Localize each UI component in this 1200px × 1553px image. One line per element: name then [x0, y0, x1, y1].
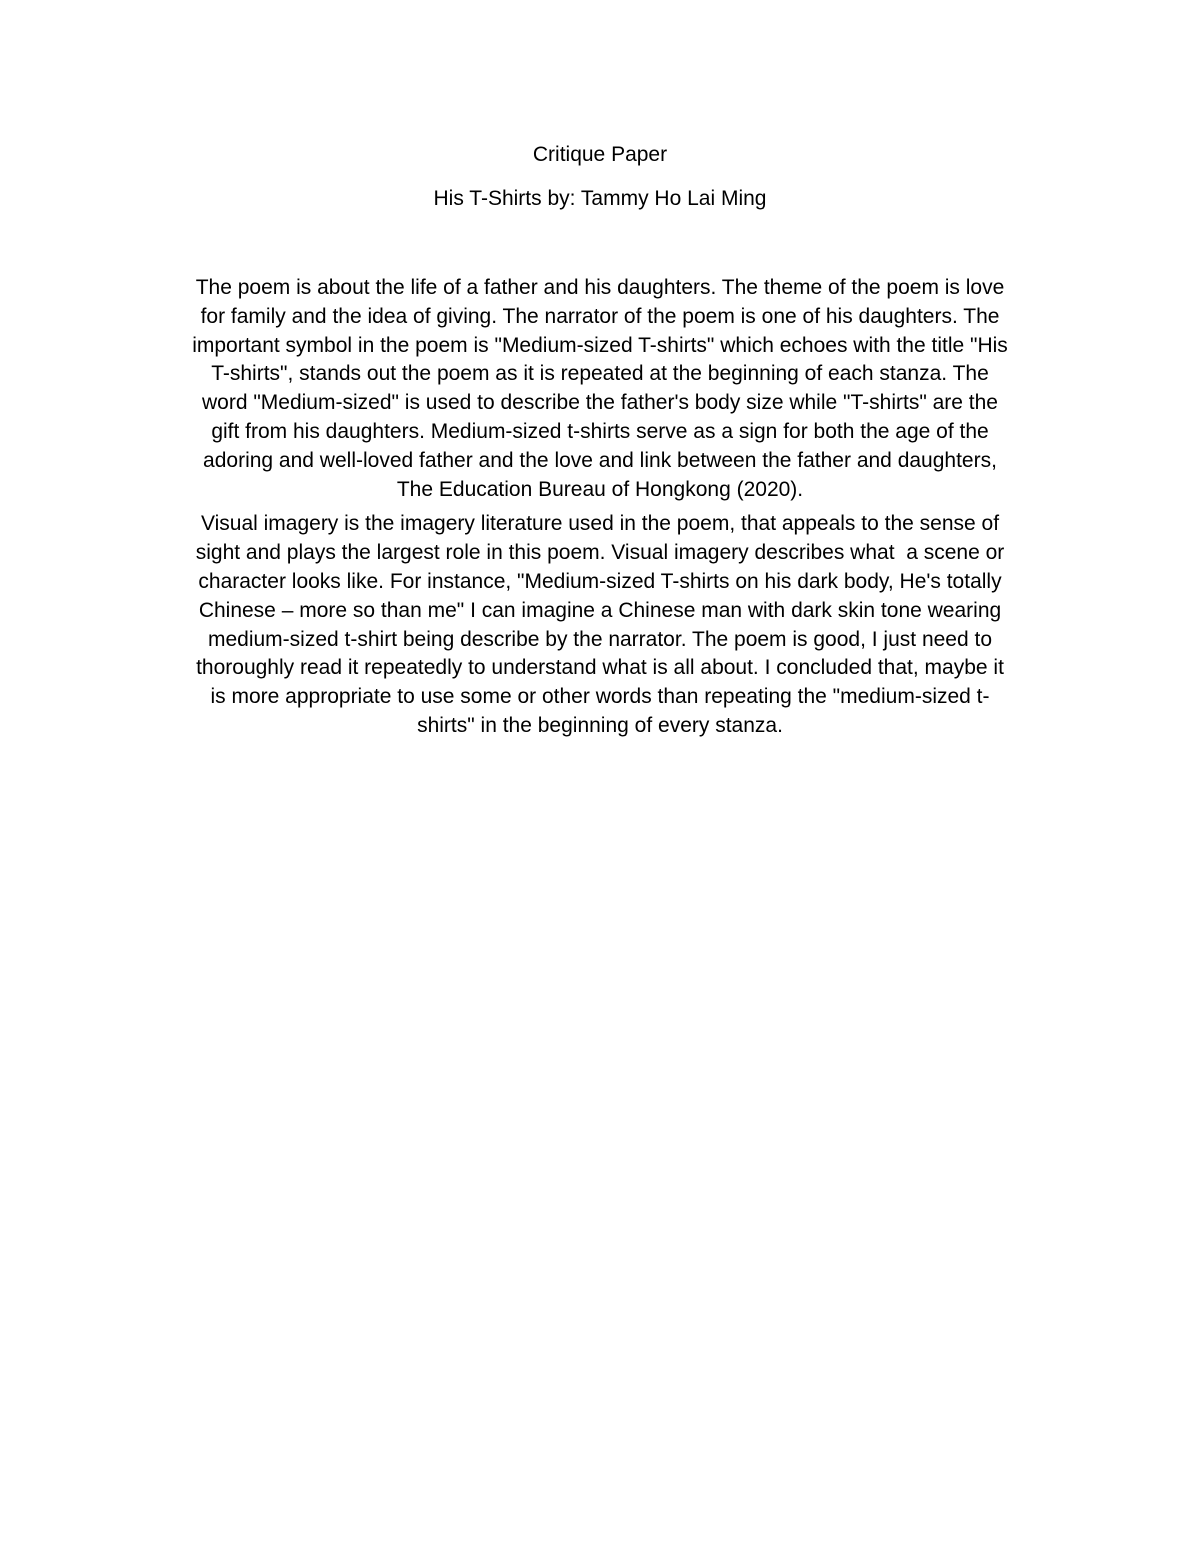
document-title: Critique Paper: [532, 143, 668, 166]
document-subtitle: His T-Shirts by: Tammy Ho Lai Ming: [433, 187, 767, 210]
paragraph-line: The Education Bureau of Hongkong (2020).: [396, 477, 804, 501]
paragraph-line: Visual imagery is the imagery literature used in the poem, that appeals to the sense of: [200, 512, 1000, 536]
paragraph-line: sight and plays the largest role in this poem. Visual imagery describes what a scene or: [195, 541, 1005, 565]
paragraph-line: for family and the idea of giving. The narrator of the poem is one of his daughters. The: [200, 304, 1000, 328]
paragraph-2: [140, 510, 1060, 740]
paragraph-line: thoroughly read it repeatedly to understand what is all about. I concluded that, maybe it: [196, 656, 1004, 680]
paragraph-line: important symbol in the poem is "Medium-sized T-shirts" which echoes with the title "His: [192, 333, 1008, 357]
paragraph-1: [140, 274, 1060, 504]
paragraph-line: character looks like. For instance, "Medium-sized T-shirts on his dark body, He's totally: [198, 569, 1002, 593]
paragraph-line: T-shirts", stands out the poem as it is repeated at the beginning of each stanza. The: [211, 362, 989, 386]
paragraph-line: medium-sized t-shirt being describe by the narrator. The poem is good, I just need to: [207, 627, 993, 651]
paragraph-line: gift from his daughters. Medium-sized t-shirts serve as a sign for both the age of the: [211, 419, 989, 443]
document-body: [140, 274, 1060, 747]
paragraph-line: The poem is about the life of a father and his daughters. The theme of the poem is love: [195, 276, 1005, 299]
paragraph-line: adoring and well-loved father and the love and link between the father and daughters,: [203, 448, 997, 472]
paragraph-line: is more appropriate to use some or other words than repeating the "medium-sized t-: [210, 685, 990, 709]
paragraph-line: shirts" in the beginning of every stanza.: [417, 713, 783, 737]
paragraph-line: Chinese – more so than me" I can imagine a Chinese man with dark skin tone wearing: [198, 598, 1002, 622]
paragraph-line: word "Medium-sized" is used to describe the father's body size while "T-shirts" are the: [201, 391, 998, 415]
